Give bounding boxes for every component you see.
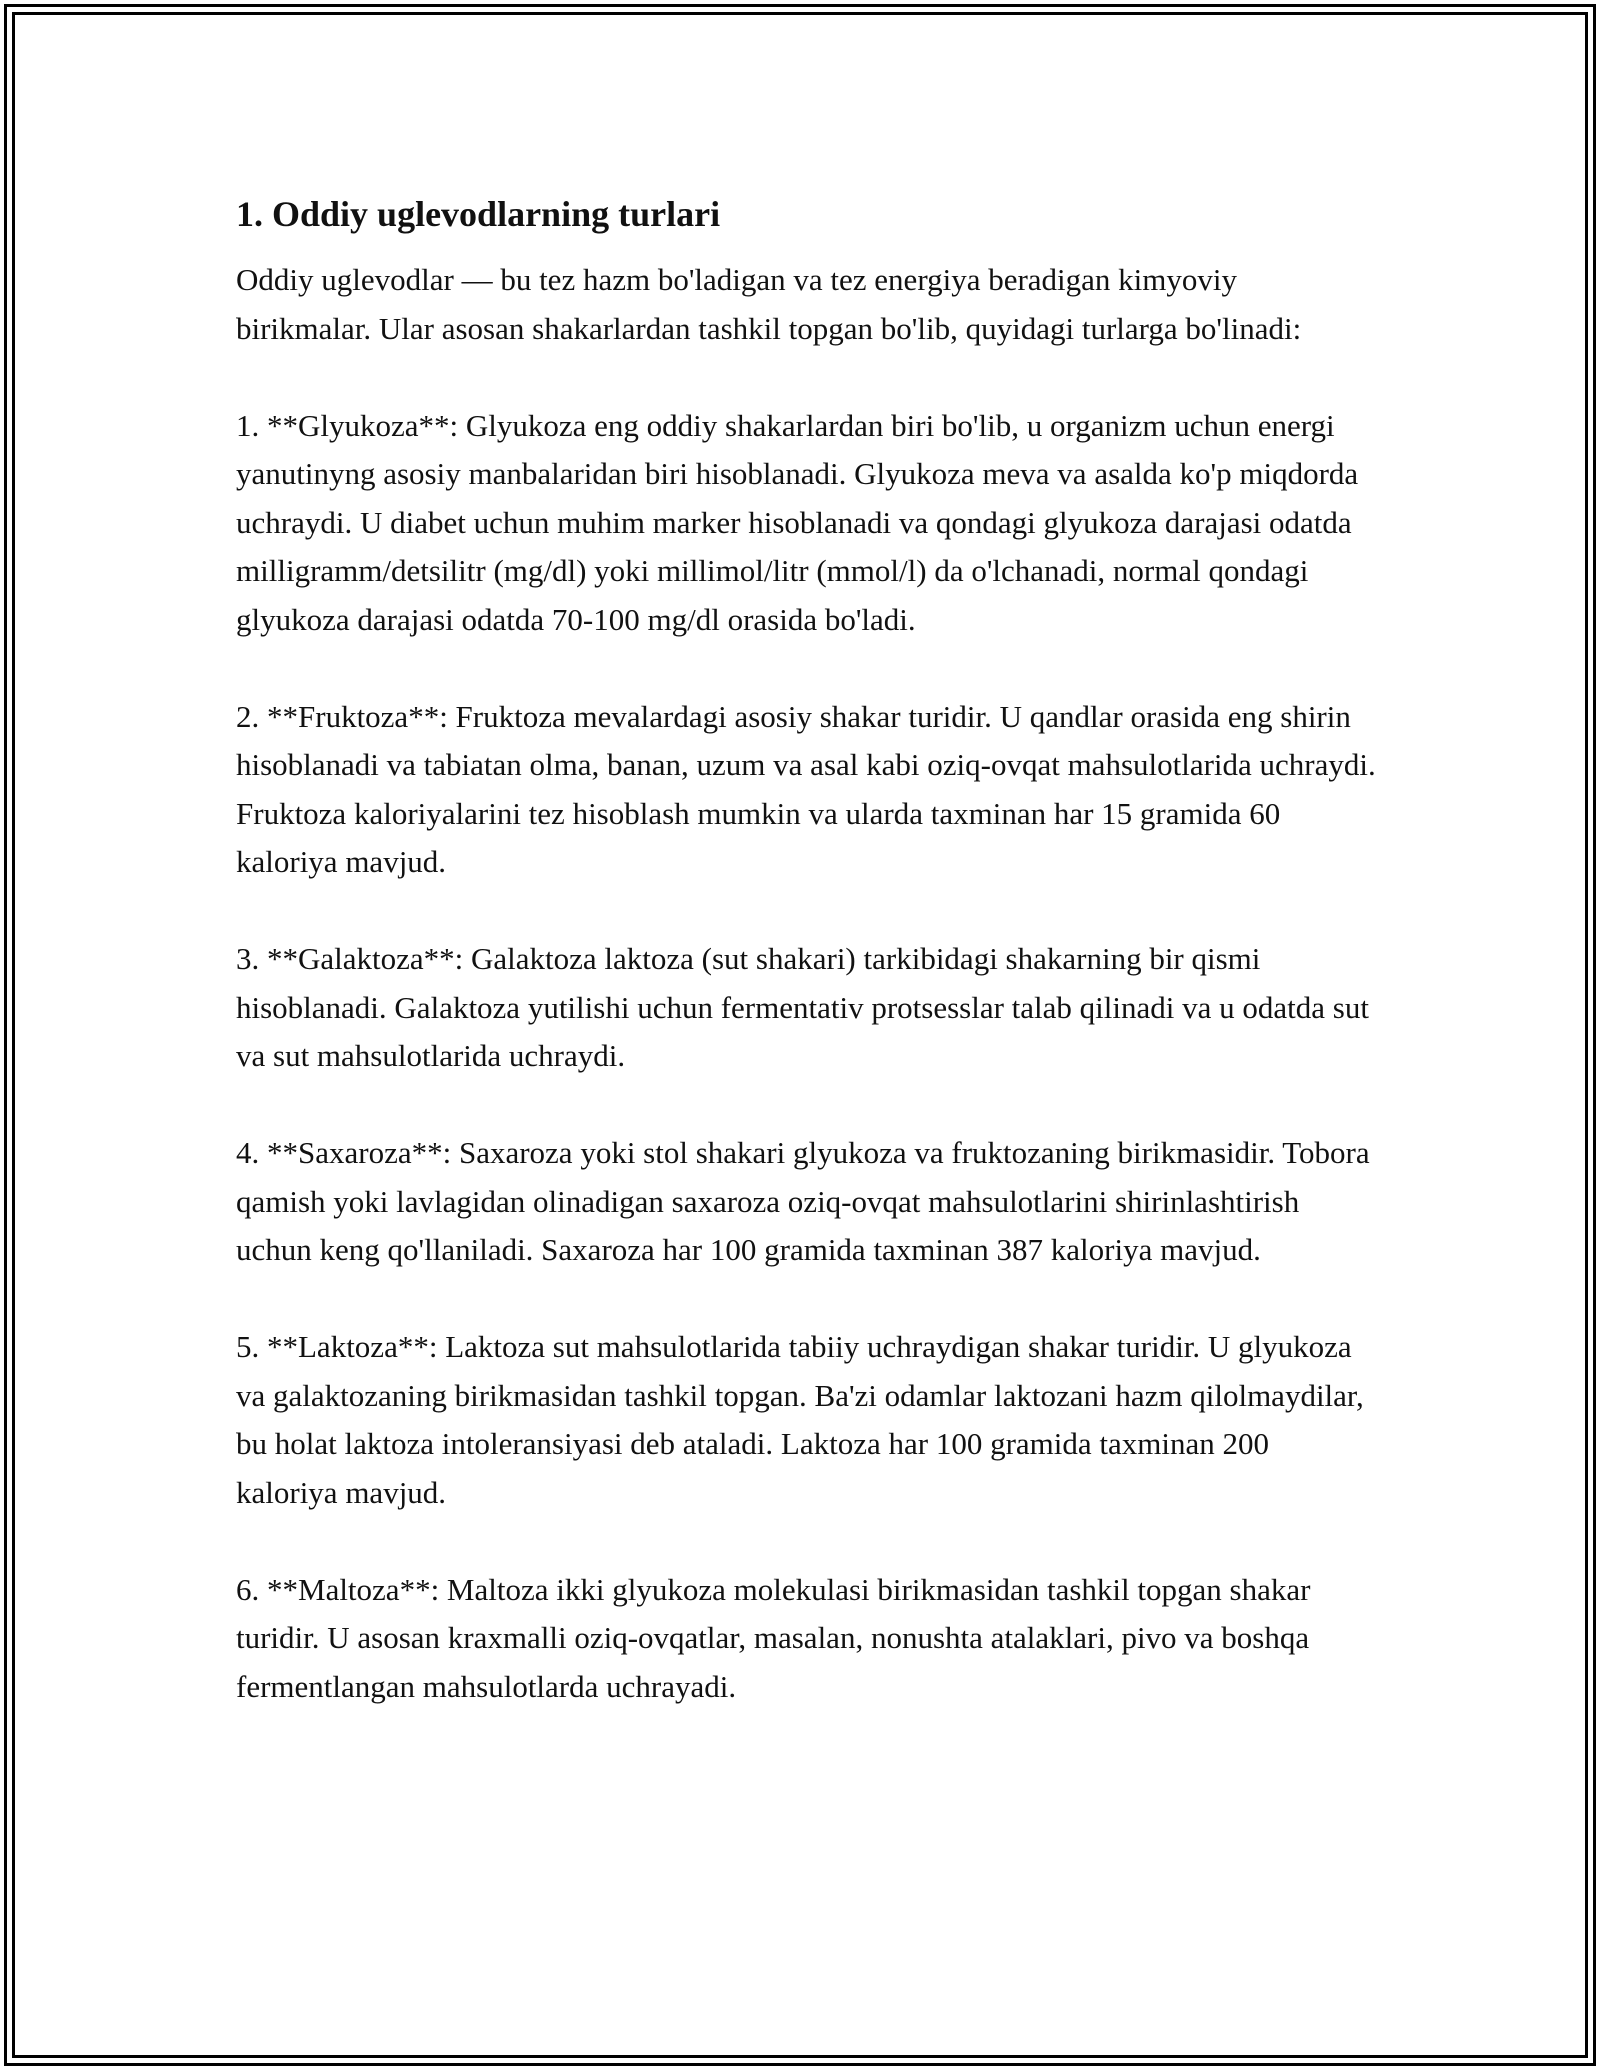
- paragraph-saxaroza: 4. **Saxaroza**: Saxaroza yoki stol shakari glyukoza va fruktozaning birikmasidir. Tobora qamish yoki lavlagidan olinadigan saxaroza oziq-ovqat mahsulotlarini shirinlashtirish uchun keng qo'llaniladi. Saxaroza har 100 gramida taxminan 387 kaloriya mavjud.: [236, 1135, 1370, 1267]
- paragraph-maltoza: 6. **Maltoza**: Maltoza ikki glyukoza molekulasi birikmasidan tashkil topgan shakar turidir. U asosan kraxmalli oziq-ovqatlar, masalan, nonushta atalaklari, pivo va boshqa fermentlangan mahsulotlarda uchrayadi.: [236, 1571, 1311, 1704]
- paragraph-fruktoza: 2. **Fruktoza**: Fruktoza mevalardagi asosiy shakar turidir. U qandlar orasida eng shirin hisoblanadi va tabiatan olma, banan, uzum va asal kabi oziq-ovqat mahsulotlarida uchraydi. Fruktoza kaloriyalarini tez hisoblash mumkin va ularda taxminan har 15 gramida 60 kaloriya mavjud.: [236, 698, 1376, 879]
- section-heading: 1. Oddiy uglevodlarning turlari: [236, 194, 721, 234]
- paragraph-glyukoza: 1. **Glyukoza**: Glyukoza eng oddiy shakarlardan biri bo'lib, u organizm uchun energi yanutinyng asosiy manbalaridan biri hisoblanadi. Glyukoza meva va asalda ko'p miqdorda uchraydi. U diabet uchun muhim marker hisoblanadi va qondagi glyukoza darajasi odatda milligramm/detsilitr (mg/dl) yoki millimol/litr (mmol/l) da o'lchanadi, normal qondagi glyukoza darajasi odatda 70-100 mg/dl orasida bo'ladi.: [236, 407, 1359, 637]
- document-body: [236, 190, 1376, 1760]
- paragraph-laktoza: 5. **Laktoza**: Laktoza sut mahsulotlarida tabiiy uchraydigan shakar turidir. U glyukoza va galaktozaning birikmasidan tashkil topgan. Ba'zi odamlar laktozani hazm qilolmaydilar, bu holat laktoza intoleransiyasi deb ataladi. Laktoza har 100 gramida taxminan 200 kaloriya mavjud.: [236, 1329, 1364, 1510]
- paragraph-galaktoza: 3. **Galaktoza**: Galaktoza laktoza (sut shakari) tarkibidagi shakarning bir qismi hisoblanadi. Galaktoza yutilishi uchun fermentativ protsesslar talab qilinadi va u odatda sut va sut mahsulotlarida uchraydi.: [236, 941, 1369, 1073]
- intro-paragraph: Oddiy uglevodlar — bu tez hazm bo'ladigan va tez energiya beradigan kimyoviy birikmalar. Ular asosan shakarlardan tashkil topgan bo'lib, quyidagi turlarga bo'linadi:: [236, 262, 1302, 346]
